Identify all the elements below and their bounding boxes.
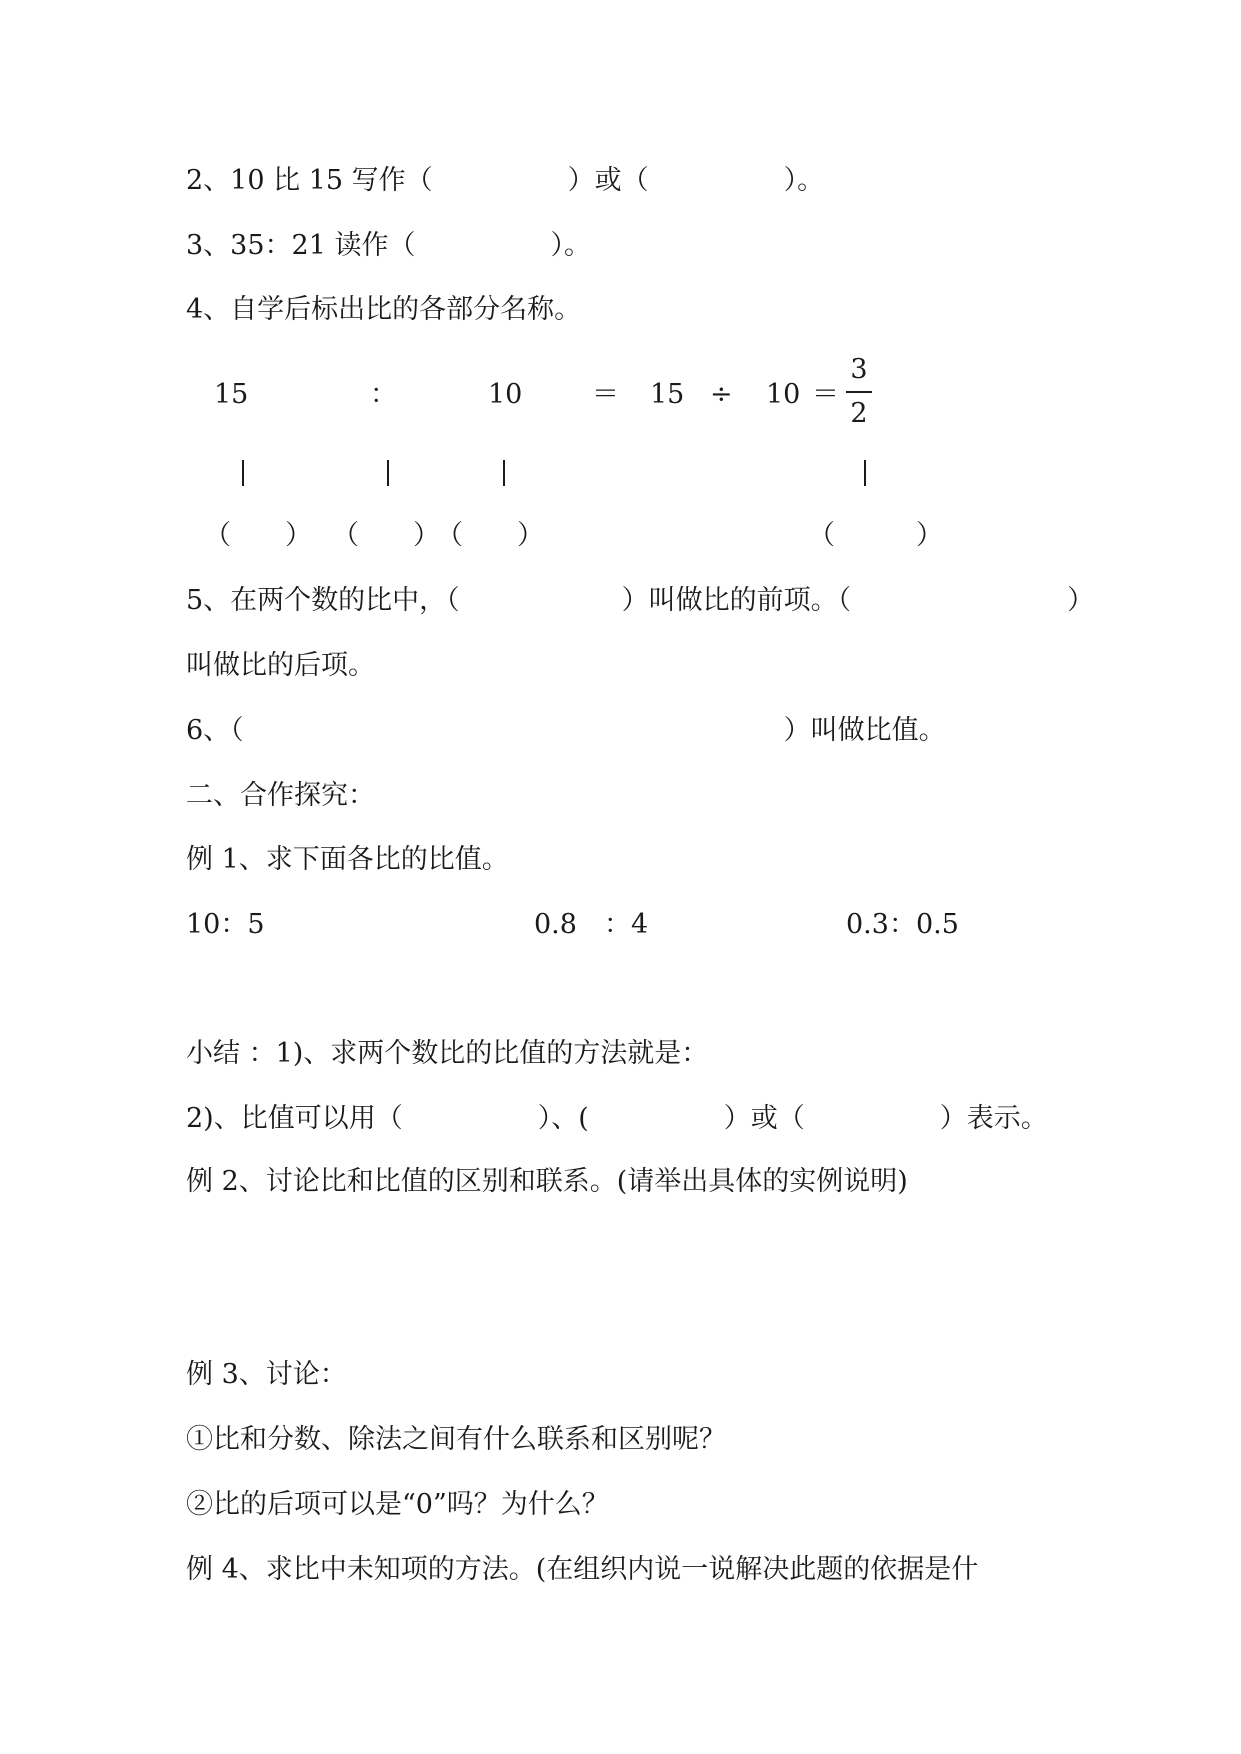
blank-ratio-sign: （ ） (332, 520, 440, 551)
pointer-line-colon (387, 460, 389, 486)
question-4: 4、自学后标出比的各部分名称。 (186, 294, 582, 325)
pointer-line-front (242, 460, 244, 486)
question-5: 5、在两个数的比中，（ ）叫做比的前项。（ ） (186, 585, 1095, 616)
summary-representation: 2)、比值可以用（ ）、( ）或（ ）表示。 (186, 1103, 1048, 1134)
fraction-denominator: 2 (850, 398, 868, 429)
ratio-item-3: 0.3：0.5 (846, 909, 959, 940)
example-1: 例 1、求下面各比的比值。 (186, 844, 509, 875)
question-3: 3、35：21 读作（ ）。 (186, 230, 591, 261)
ratio-item-2: 0.8 ：4 (534, 909, 649, 940)
example-3-question-1: ①比和分数、除法之间有什么联系和区别呢？ (186, 1424, 726, 1455)
equals-sign-1: ＝ (592, 379, 619, 410)
ratio-item-1: 10：5 (186, 909, 265, 940)
ratio-front-term: 15 (214, 379, 249, 410)
question-5-continued: 叫做比的后项。 (186, 650, 375, 681)
division-sign: ÷ (710, 379, 733, 410)
blank-back-term: （ ） (436, 520, 544, 551)
question-6: 6、（ ）叫做比值。 (186, 715, 946, 746)
ratio-value-fraction (846, 355, 872, 429)
divisor: 10 (766, 379, 801, 410)
pointer-line-value (864, 460, 866, 486)
fraction-numerator: 3 (850, 354, 868, 385)
blank-ratio-value: （ ） (808, 520, 943, 551)
example-3: 例 3、讨论： (186, 1359, 347, 1390)
blank-front-term: （ ） (204, 520, 312, 551)
pointer-line-back (503, 460, 505, 486)
fraction-bar (846, 391, 872, 393)
section-heading-cooperative-exploration: 二、合作探究： (186, 780, 375, 811)
example-3-question-2: ②比的后项可以是“0”吗？为什么？ (186, 1489, 609, 1520)
summary-method: 小结 ：1)、求两个数比的比值的方法就是： (186, 1038, 709, 1069)
equals-sign-2: ＝ (812, 379, 839, 410)
example-4: 例 4、求比中未知项的方法。(在组织内说一说解决此题的依据是什 (186, 1554, 979, 1585)
example-2: 例 2、讨论比和比值的区别和联系。(请举出具体的实例说明) (186, 1166, 908, 1197)
ratio-back-term: 10 (488, 379, 523, 410)
dividend: 15 (650, 379, 685, 410)
question-2: 2、10 比 15 写作（ ）或（ ）。 (186, 165, 825, 196)
ratio-colon: ： (370, 379, 397, 410)
